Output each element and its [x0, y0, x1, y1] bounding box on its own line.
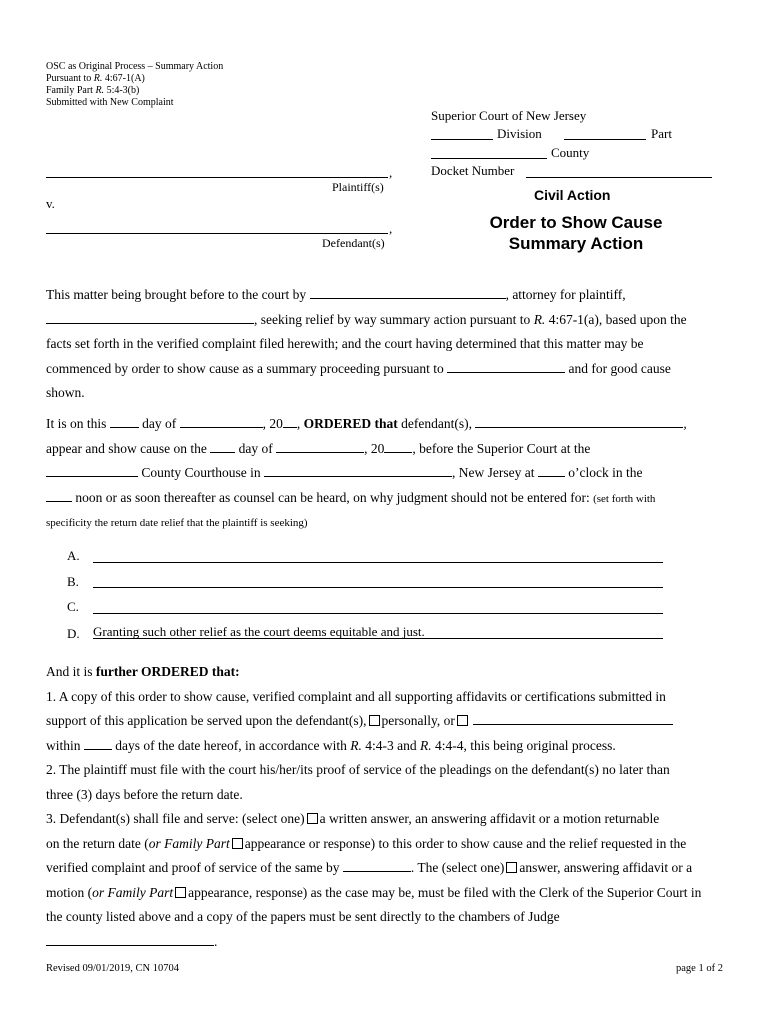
- page-number: page 1 of 2: [676, 963, 723, 974]
- intro-line-3: facts set forth in the verified complaint filed herewith; and the court having determined that this matter may be: [46, 336, 644, 351]
- intro-line-2: , seeking relief by way summary action pursuant to R. 4:67-1(a), based upon the: [46, 308, 726, 333]
- paragraph-1-line-1: 1. A copy of this order to show cause, verified complaint and all supporting affidavits or certifications submitted in: [46, 688, 666, 704]
- order-year-field[interactable]: [283, 415, 297, 428]
- courthouse-city-field[interactable]: [264, 464, 452, 477]
- header-line-2: Pursuant to R. 4:67-1(A): [46, 73, 145, 84]
- noon-field[interactable]: [46, 489, 72, 502]
- county-field[interactable]: [431, 158, 547, 159]
- ordered-line-2: appear and show cause on the day of , 20 , before the Superior Court at the: [46, 440, 591, 456]
- return-day-field[interactable]: [210, 440, 235, 453]
- service-method-field[interactable]: [473, 712, 673, 725]
- defendant-name-field[interactable]: [46, 233, 388, 234]
- intro-paragraph: [46, 283, 726, 406]
- further-heading: And it is further ORDERED that:: [46, 664, 240, 679]
- paragraph-3-line-6: .: [46, 930, 726, 955]
- paragraph-2-line-2: three (3) days before the return date.: [46, 786, 243, 802]
- county-label: County: [551, 145, 590, 160]
- written-answer-checkbox[interactable]: [307, 813, 318, 824]
- other-service-checkbox[interactable]: [457, 715, 468, 726]
- docket-number-field[interactable]: [526, 177, 712, 178]
- service-days-field[interactable]: [84, 737, 112, 750]
- relief-a-label: A.: [67, 548, 80, 563]
- defendant-comma: ,: [389, 221, 393, 236]
- intro-line-4: commenced by order to show cause as a summary proceeding pursuant to and for good cause: [46, 360, 671, 376]
- family-part-appearance-checkbox[interactable]: [232, 838, 243, 849]
- relief-a-field[interactable]: [93, 562, 663, 563]
- docket-label: Docket Number: [431, 163, 515, 178]
- return-month-field[interactable]: [276, 440, 364, 453]
- return-year-field[interactable]: [384, 440, 412, 453]
- plaintiff-comma: ,: [389, 165, 393, 180]
- ordered-line-1: It is on this day of , 20 , ORDERED that defendant(s), ,: [46, 416, 687, 431]
- header-line-3: Family Part R. 5:4-3(b): [46, 85, 140, 96]
- civil-action-title: Civil Action: [534, 187, 611, 203]
- relief-c-field[interactable]: [93, 613, 663, 614]
- ordered-line-4: noon or as soon thereafter as counsel can be heard, on why judgment should not be entered for: (set forth with: [46, 486, 726, 512]
- document-title: [476, 212, 676, 254]
- order-day-field[interactable]: [110, 415, 139, 428]
- paragraph-3-line-3: verified complaint and proof of service of the same by . The (select one) answer, answering affidavit or a: [46, 860, 693, 875]
- paragraph-2-line-1: 2. The plaintiff must file with the court his/her/its proof of service of the pleadings on the defendant(s) no later than: [46, 762, 670, 777]
- paragraph-3-line-1: 3. Defendant(s) shall file and serve: (select one) a written answer, an answering affidavit or a motion returnable: [46, 811, 660, 826]
- part-label: Part: [651, 126, 672, 141]
- paragraph-3-line-2: on the return date (or Family Part appearance or response) to this order to show cause and the relief requested in the: [46, 835, 687, 851]
- paragraph-1-line-2: support of this application be served upon the defendant(s), personally, or: [46, 709, 726, 734]
- service-deadline-field[interactable]: [343, 859, 411, 872]
- part-field[interactable]: [564, 139, 646, 140]
- plaintiff-name-field[interactable]: [46, 177, 388, 178]
- title-line-1: Order to Show Cause: [489, 213, 663, 232]
- intro-line-5: shown.: [46, 385, 85, 400]
- relief-b-label: B.: [67, 574, 79, 589]
- further-ordered-section: [46, 660, 726, 954]
- ordered-paragraph: [46, 412, 726, 536]
- versus-label: v.: [46, 196, 55, 211]
- paragraph-3-line-5: the county listed above and a copy of the papers must be sent directly to the chambers of Judge: [46, 909, 560, 924]
- judge-name-field[interactable]: [46, 933, 214, 946]
- hour-field[interactable]: [538, 464, 565, 477]
- division-field[interactable]: [431, 139, 493, 140]
- header-line-1: OSC as Original Process – Summary Action: [46, 61, 224, 72]
- plaintiffs-label: Plaintiff(s): [332, 180, 384, 194]
- attorney-name-field[interactable]: [310, 286, 506, 299]
- order-month-field[interactable]: [180, 415, 263, 428]
- relief-d-text: Granting such other relief as the court deems equitable and just.: [93, 624, 425, 639]
- paragraph-1-line-3: within days of the date hereof, in accordance with R. 4:4-3 and R. 4:4-4, this being original process.: [46, 737, 616, 753]
- defendants-label: Defendant(s): [322, 236, 385, 250]
- ordered-line-3: County Courthouse in , New Jersey at o’clock in the: [46, 461, 726, 486]
- family-part-response-checkbox[interactable]: [175, 887, 186, 898]
- court-name: Superior Court of New Jersey: [431, 108, 587, 123]
- plaintiff-field[interactable]: [46, 311, 254, 324]
- answer-checkbox[interactable]: [506, 862, 517, 873]
- intro-line-1: This matter being brought before to the court by , attorney for plaintiff,: [46, 287, 626, 302]
- form-header: [46, 61, 223, 109]
- defendants-name-field[interactable]: [475, 415, 683, 428]
- revision-note: Revised 09/01/2019, CN 10704: [46, 963, 179, 974]
- paragraph-3-line-4: motion (or Family Part appearance, response) as the case may be, must be filed with the Clerk of the Superior Court in: [46, 884, 702, 900]
- rule-field[interactable]: [447, 360, 565, 373]
- relief-d-label: D.: [67, 626, 80, 641]
- header-line-4: Submitted with New Complaint: [46, 97, 174, 108]
- relief-b-field[interactable]: [93, 587, 663, 588]
- ordered-line-5: specificity the return date relief that the plaintiff is seeking): [46, 517, 308, 529]
- courthouse-county-field[interactable]: [46, 464, 138, 477]
- relief-c-label: C.: [67, 599, 79, 614]
- personal-service-checkbox[interactable]: [369, 715, 380, 726]
- division-label: Division: [497, 126, 542, 141]
- relief-d-line: [93, 638, 663, 639]
- title-line-2: Summary Action: [508, 234, 644, 253]
